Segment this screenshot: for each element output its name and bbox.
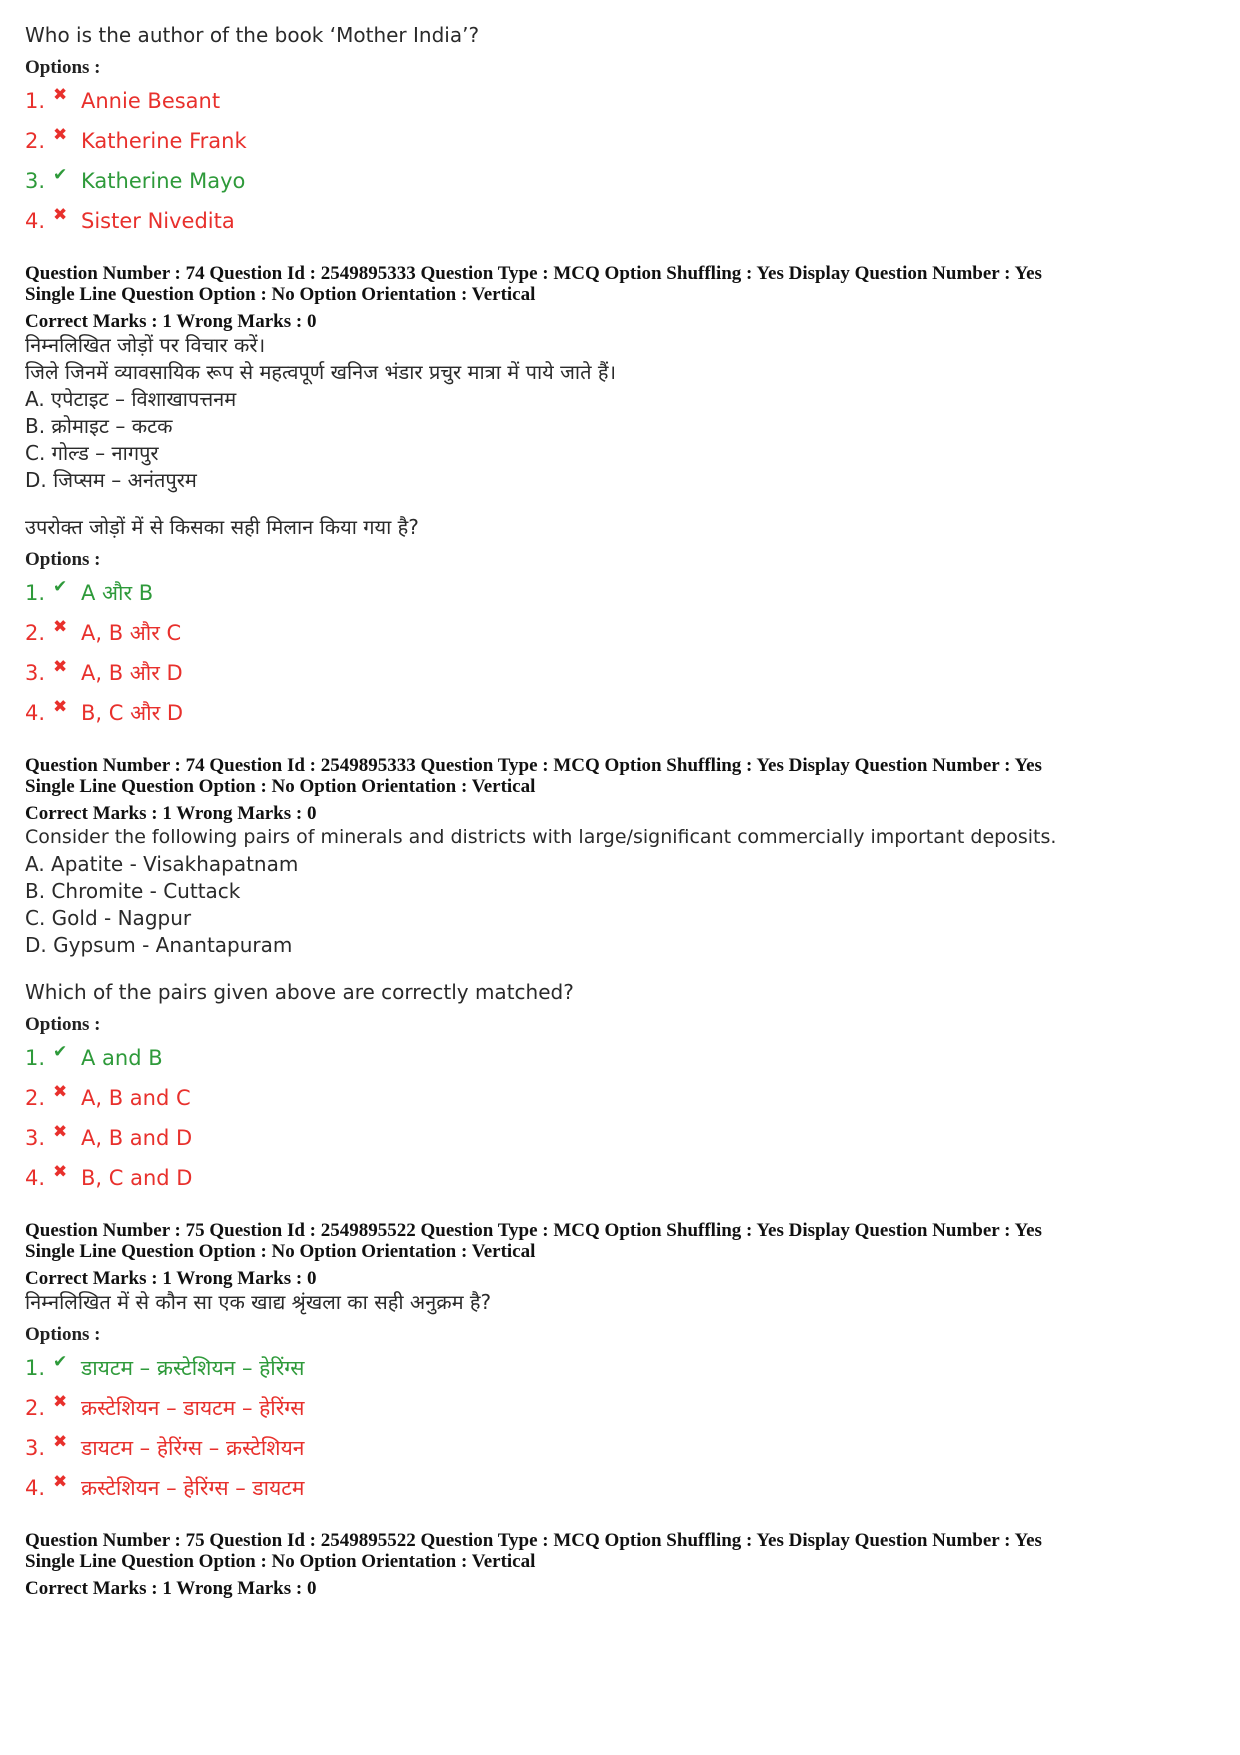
marks-info: Correct Marks : 1 Wrong Marks : 0 — [25, 311, 317, 332]
option-1[interactable] — [25, 81, 1220, 121]
option-number: 2. — [25, 621, 46, 645]
check-icon: ✔ — [53, 577, 68, 597]
option-number: 3. — [25, 1436, 46, 1460]
cross-icon: ✖ — [53, 125, 68, 145]
question-meta: Question Number : 74 Question Id : 2549895333 Question Type : MCQ Option Shuffling : Yes Display Question Number : Yes — [25, 755, 1042, 776]
option-number: 2. — [25, 129, 46, 153]
option-text: A और B — [81, 581, 154, 605]
cross-icon: ✖ — [53, 1082, 68, 1102]
option-text: B, C और D — [81, 701, 184, 725]
option-text: डायटम – क्रस्टेशियन – हेरिंग्स — [81, 1356, 305, 1380]
option-text: क्रस्टेशियन – हेरिंग्स – डायटम — [81, 1476, 305, 1500]
marks-info: Correct Marks : 1 Wrong Marks : 0 — [25, 803, 317, 824]
option-text: Sister Nivedita — [81, 209, 235, 233]
option-number: 1. — [25, 1356, 46, 1380]
question-meta: Question Number : 75 Question Id : 2549895522 Question Type : MCQ Option Shuffling : Yes Display Question Number : Yes — [25, 1220, 1042, 1241]
question-line: D. Gypsum - Anantapuram — [25, 933, 293, 957]
option-number: 2. — [25, 1396, 46, 1420]
option-3[interactable] — [25, 1428, 1220, 1468]
question-line: B. क्रोमाइट – कटक — [25, 414, 173, 438]
option-1[interactable] — [25, 573, 1220, 613]
question-block-75-hindi — [25, 1220, 1220, 1508]
question-meta-line2: Single Line Question Option : No Option Orientation : Vertical — [25, 776, 536, 797]
question-meta-line2: Single Line Question Option : No Option Orientation : Vertical — [25, 284, 536, 305]
question-line: Consider the following pairs of minerals and districts with large/significant commercially important deposits. — [25, 826, 1057, 848]
cross-icon: ✖ — [53, 205, 68, 225]
option-number: 1. — [25, 1046, 46, 1070]
option-text: Katherine Mayo — [81, 169, 246, 193]
question-block-74-hindi — [25, 263, 1220, 733]
option-number: 4. — [25, 1476, 46, 1500]
question-meta: Question Number : 74 Question Id : 2549895333 Question Type : MCQ Option Shuffling : Yes Display Question Number : Yes — [25, 263, 1042, 284]
option-4[interactable] — [25, 201, 1220, 241]
cross-icon: ✖ — [53, 85, 68, 105]
question-line: निम्नलिखित जोड़ों पर विचार करें। — [25, 333, 266, 357]
option-number: 3. — [25, 1126, 46, 1150]
option-text: डायटम – हेरिंग्स – क्रस्टेशियन — [81, 1436, 305, 1460]
option-text: A and B — [81, 1046, 163, 1070]
option-3[interactable] — [25, 1118, 1220, 1158]
option-text: A, B और C — [81, 621, 182, 645]
option-4[interactable] — [25, 693, 1220, 733]
option-text: A, B और D — [81, 661, 183, 685]
question-line: A. Apatite - Visakhapatnam — [25, 852, 299, 876]
question-text: Who is the author of the book ‘Mother India’? — [25, 23, 480, 47]
cross-icon: ✖ — [53, 1162, 68, 1182]
question-meta: Question Number : 75 Question Id : 2549895522 Question Type : MCQ Option Shuffling : Yes Display Question Number : Yes — [25, 1530, 1042, 1551]
marks-info: Correct Marks : 1 Wrong Marks : 0 — [25, 1578, 317, 1599]
option-4[interactable] — [25, 1158, 1220, 1198]
check-icon: ✔ — [53, 1042, 68, 1062]
question-block-first — [25, 22, 1220, 241]
option-4[interactable] — [25, 1468, 1220, 1508]
question-meta-line2: Single Line Question Option : No Option Orientation : Vertical — [25, 1241, 536, 1262]
check-icon: ✔ — [53, 165, 68, 185]
option-2[interactable] — [25, 1078, 1220, 1118]
options-label: Options : — [25, 57, 101, 78]
question-line: D. जिप्सम – अनंतपुरम — [25, 468, 197, 492]
options-label: Options : — [25, 1014, 101, 1035]
cross-icon: ✖ — [53, 1472, 68, 1492]
option-1[interactable] — [25, 1038, 1220, 1078]
option-text: Annie Besant — [81, 89, 221, 113]
question-line: निम्नलिखित में से कौन सा एक खाद्य श्रृंखला का सही अनुक्रम है? — [25, 1290, 492, 1314]
options-label: Options : — [25, 1324, 101, 1345]
option-number: 3. — [25, 169, 46, 193]
question-prompt: Which of the pairs given above are correctly matched? — [25, 980, 574, 1004]
question-line: B. Chromite - Cuttack — [25, 879, 241, 903]
option-number: 3. — [25, 661, 46, 685]
option-text: B, C and D — [81, 1166, 193, 1190]
option-number: 4. — [25, 1166, 46, 1190]
question-line: C. Gold - Nagpur — [25, 906, 192, 930]
option-number: 4. — [25, 701, 46, 725]
option-text: क्रस्टेशियन – डायटम – हेरिंग्स — [81, 1396, 305, 1420]
option-3[interactable] — [25, 161, 1220, 201]
option-text: A, B and D — [81, 1126, 193, 1150]
question-paper — [25, 22, 1220, 1599]
cross-icon: ✖ — [53, 1432, 68, 1452]
cross-icon: ✖ — [53, 1122, 68, 1142]
option-number: 1. — [25, 89, 46, 113]
option-1[interactable] — [25, 1348, 1220, 1388]
question-block-75-english — [25, 1530, 1220, 1599]
option-number: 1. — [25, 581, 46, 605]
option-2[interactable] — [25, 1388, 1220, 1428]
cross-icon: ✖ — [53, 617, 68, 637]
question-block-74-english — [25, 755, 1220, 1198]
options-label: Options : — [25, 549, 101, 570]
question-line: A. एपेटाइट – विशाखापत्तनम — [25, 387, 237, 411]
marks-info: Correct Marks : 1 Wrong Marks : 0 — [25, 1268, 317, 1289]
option-text: A, B and C — [81, 1086, 191, 1110]
check-icon: ✔ — [53, 1352, 68, 1372]
option-text: Katherine Frank — [81, 129, 247, 153]
question-line: जिले जिनमें व्यावसायिक रूप से महत्वपूर्ण खनिज भंडार प्रचुर मात्रा में पाये जाते हैं। — [25, 360, 617, 384]
cross-icon: ✖ — [53, 697, 68, 717]
option-number: 4. — [25, 209, 46, 233]
option-2[interactable] — [25, 121, 1220, 161]
option-3[interactable] — [25, 653, 1220, 693]
cross-icon: ✖ — [53, 657, 68, 677]
question-line: C. गोल्ड – नागपुर — [25, 441, 159, 465]
question-prompt: उपरोक्त जोड़ों में से किसका सही मिलान किया गया है? — [25, 515, 419, 539]
cross-icon: ✖ — [53, 1392, 68, 1412]
option-number: 2. — [25, 1086, 46, 1110]
option-2[interactable] — [25, 613, 1220, 653]
question-meta-line2: Single Line Question Option : No Option Orientation : Vertical — [25, 1551, 536, 1572]
